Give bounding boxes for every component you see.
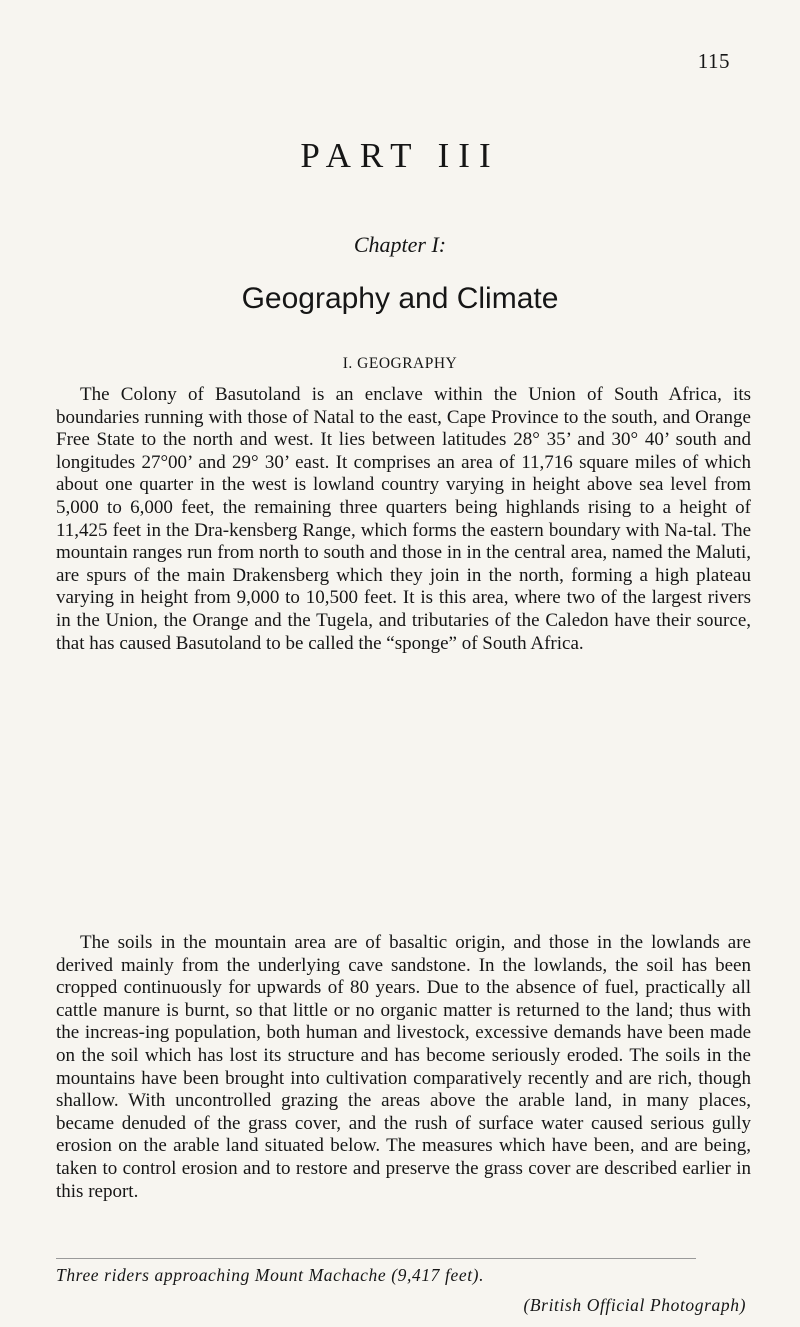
body-paragraph-text: The soils in the mountain area are of basaltic origin, and those in the lowlands are derived mainly from the underlying cave sandstone. In the lowlands, the soil has been cropped continuously for upwards of 80 years. Due to the absence of fuel, practically all cattle manure is burnt, so that little or no organic matter is returned to the land; thus with the increas-ing population, both human and livestock, excessive demands have been made on the soil which has lost its structure and has become seriously eroded. The soils in the mountains have been brought into cultivation comparatively recently and are rich, though shallow. With uncontrolled grazing the areas above the arable land, in many places, became denuded of the grass cover, and the rush of surface water caused serious gully erosion on the arable land situated below. The measures which have been, and are being, taken to control erosion and to restore and preserve the grass cover are described earlier in this report. bbox=[56, 932, 751, 1202]
section-heading: I. GEOGRAPHY bbox=[342, 355, 458, 372]
photo-caption: Three riders approaching Mount Machache (9,417 feet). bbox=[56, 1265, 485, 1285]
body-paragraph bbox=[56, 384, 751, 655]
chapter-label: Chapter I: bbox=[353, 232, 447, 257]
chapter-title: Geography and Climate bbox=[241, 282, 559, 315]
photo-credit: (British Official Photograph) bbox=[523, 1295, 746, 1315]
body-paragraph-text: The Colony of Basutoland is an enclave within the Union of South Africa, its boundaries running with those of Natal to the east, Cape Province to the south, and Orange Free State to the north and west. It lies between latitudes 28° 35’ and 30° 40’ south and longitudes 27°00’ and 29° 30’ east. It comprises an area of 11,716 square miles of which about one quarter in the west is lowland country varying in height above sea level from 5,000 to 6,000 feet, the remaining three quarters being highlands rising to a height of 11,425 feet in the Dra-kensberg Range, which forms the eastern boundary with Na-tal. The mountain ranges run from north to south and those in in the central area, named the Maluti, are spurs of the main Drakensberg which they join in the north, forming a high plateau varying in height from 9,000 to 10,500 feet. It is this area, where two of the largest rivers in the Union, the Orange and the Tugela, and tributaries of the Caledon have their source, that has caused Basutoland to be called the “sponge” of South Africa. bbox=[56, 384, 751, 654]
caption-rule bbox=[56, 1258, 696, 1259]
part-heading: PART III bbox=[300, 136, 500, 175]
body-paragraph bbox=[56, 932, 751, 1203]
page-number: 115 bbox=[697, 49, 730, 73]
